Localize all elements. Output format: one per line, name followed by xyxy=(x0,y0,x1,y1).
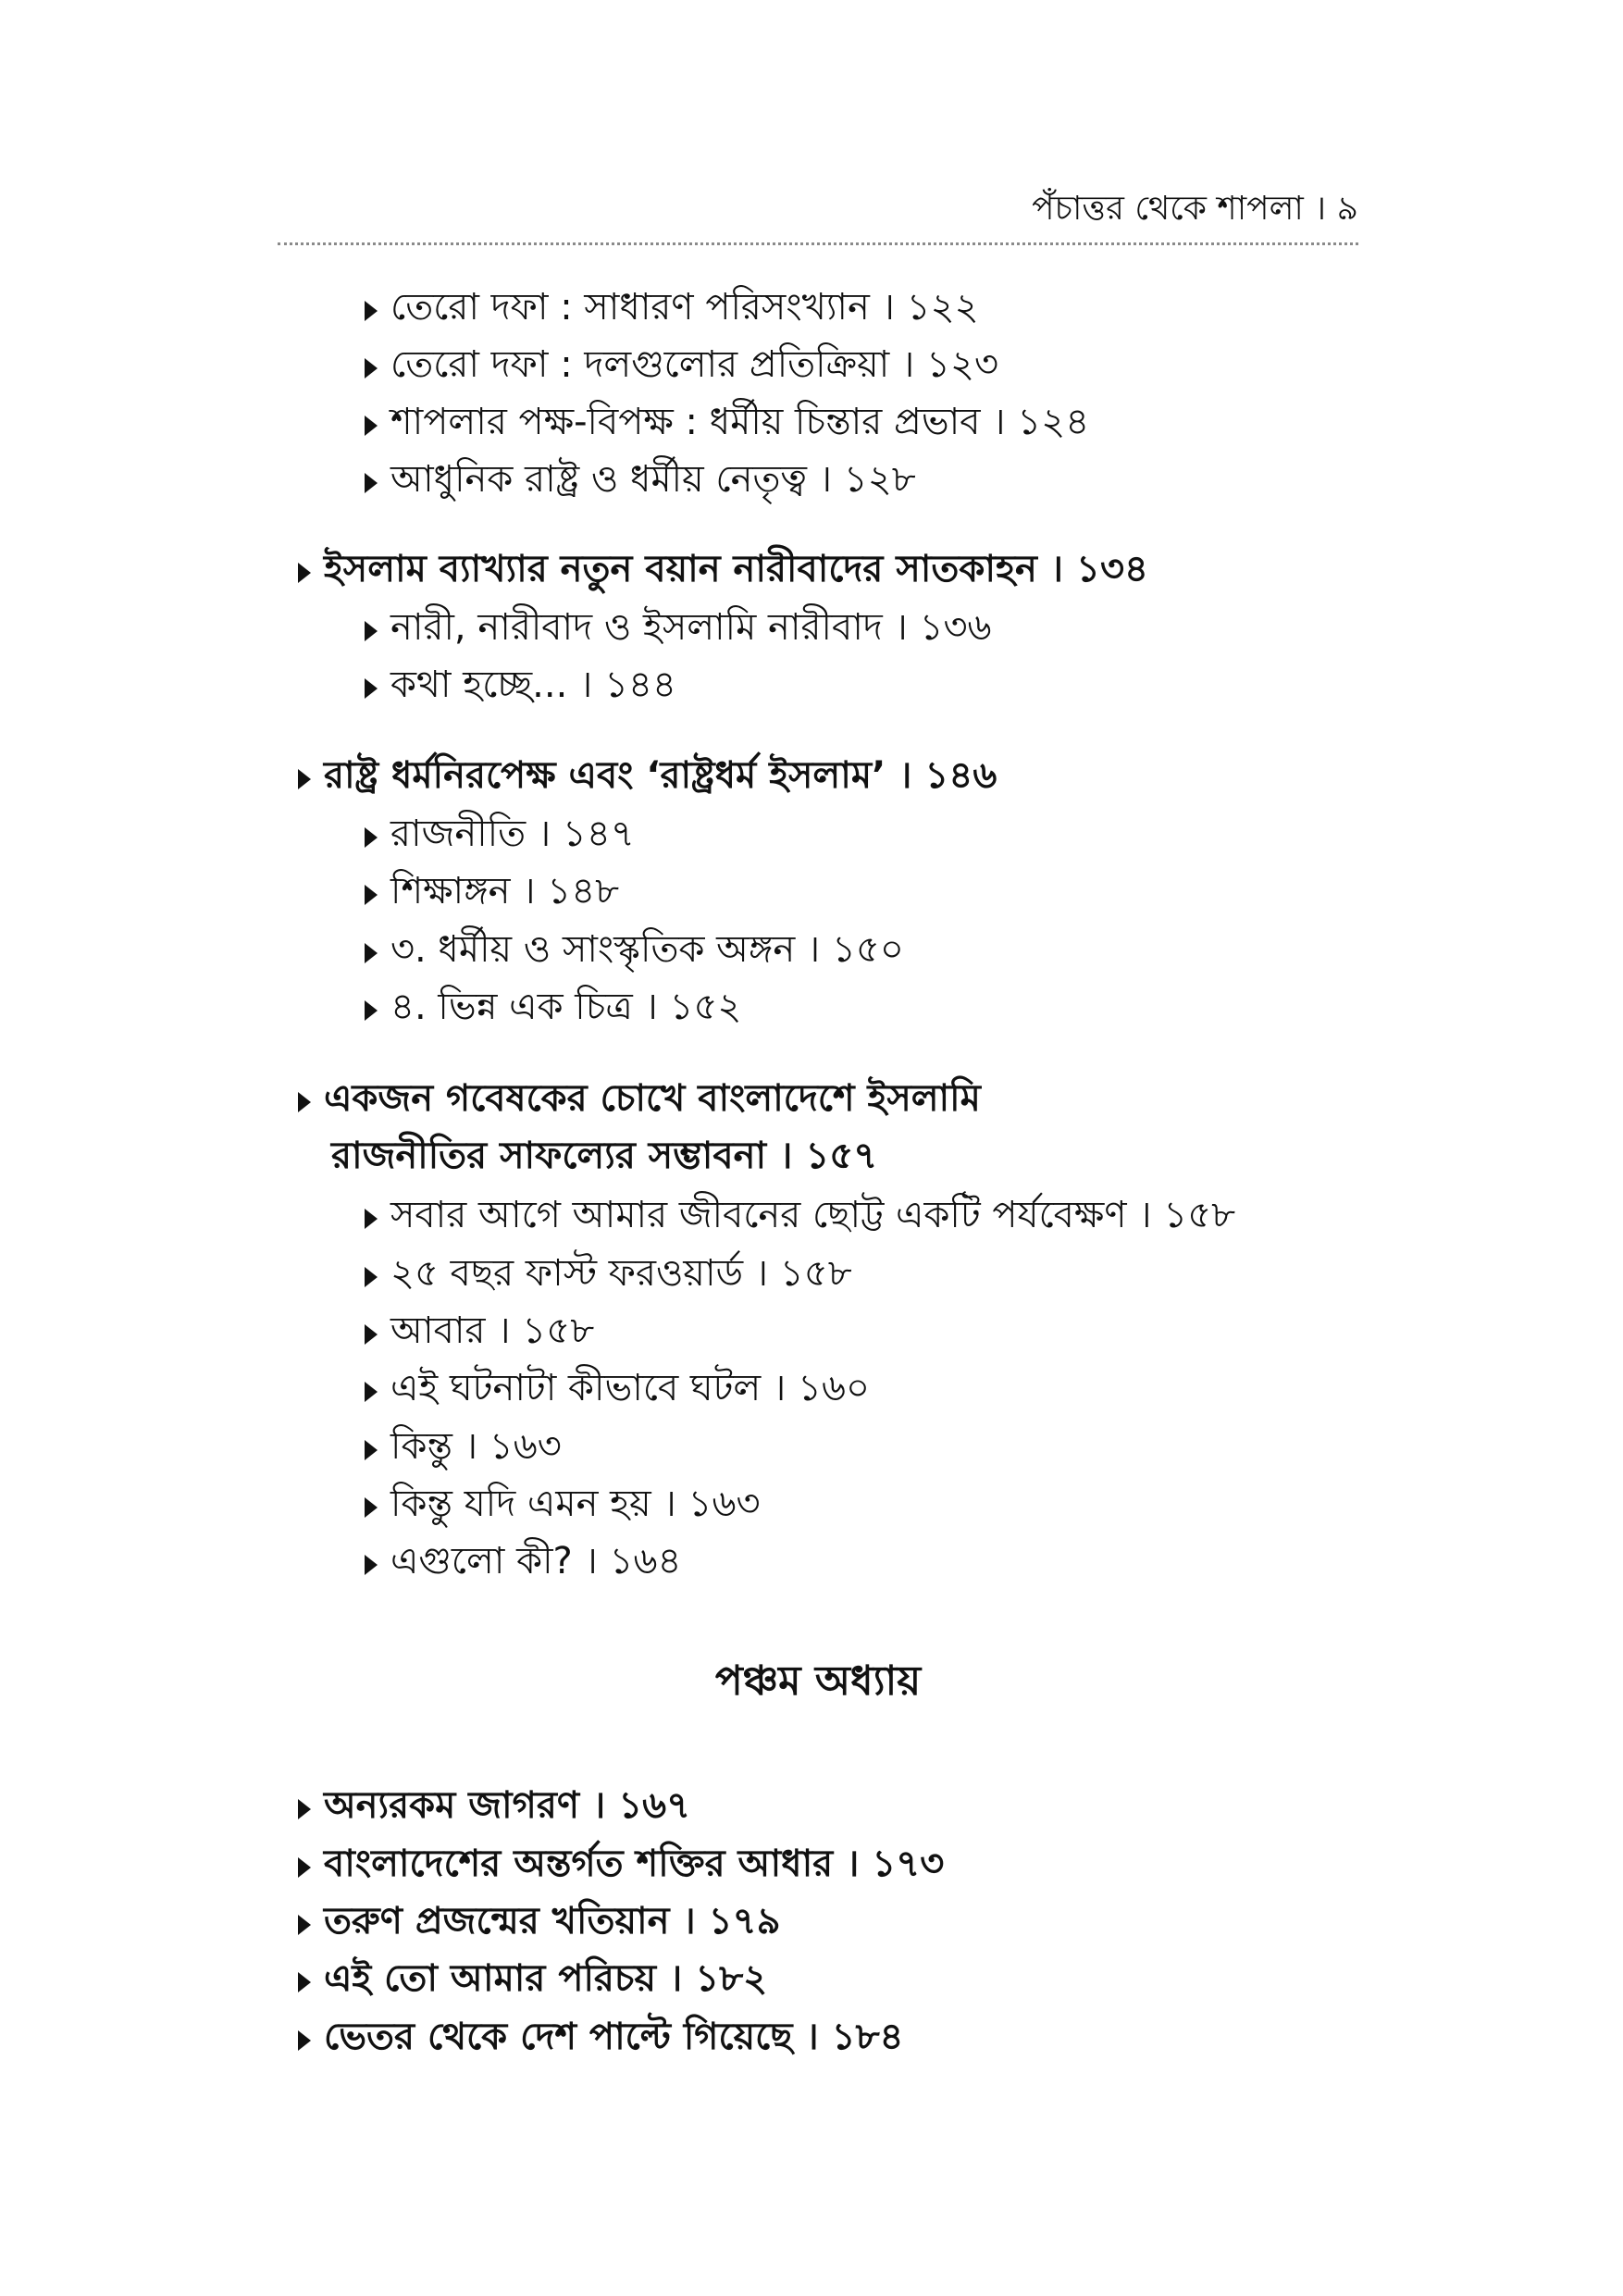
toc-section-page: ১৭৯ xyxy=(708,1900,781,1942)
triangle-bullet-icon xyxy=(365,678,378,699)
toc-section-title: রাষ্ট্র ধর্মনিরপেক্ষ এবং ‘রাষ্ট্রধর্ম ইসলাম’ xyxy=(324,754,899,797)
toc-entry-page: ১২৮ xyxy=(843,458,916,501)
triangle-bullet-icon xyxy=(365,827,378,848)
toc-entry[interactable]: কথা হচ্ছে... । ১৪৪ xyxy=(365,657,676,713)
toc-entry-title: আধুনিক রাষ্ট্র ও ধর্মীয় নেতৃত্ব xyxy=(390,458,819,501)
toc-entry-page: ১৬০ xyxy=(797,1367,870,1409)
triangle-bullet-icon xyxy=(365,1555,378,1575)
toc-entry-page: ১২৪ xyxy=(1017,401,1090,443)
toc-entry-page: ১৬৩ xyxy=(688,1483,761,1525)
toc-entry-page: ১৫২ xyxy=(669,986,742,1028)
toc-entry[interactable]: কিন্তু । ১৬৩ xyxy=(365,1419,562,1474)
toc-entry[interactable]: এগুলো কী? । ১৬৪ xyxy=(365,1533,681,1589)
toc-entry[interactable]: নারী, নারীবাদ ও ইসলামি নারীবাদ । ১৩৬ xyxy=(365,600,992,655)
toc-entry[interactable]: আধুনিক রাষ্ট্র ও ধর্মীয় নেতৃত্ব । ১২৮ xyxy=(365,452,916,507)
toc-section-page: ১৩৪ xyxy=(1076,548,1148,590)
running-header xyxy=(278,181,1358,237)
toc-entry[interactable]: শাপলার পক্ষ-বিপক্ষ : ধর্মীয় চিন্তার প্রভাব । ১২৪ xyxy=(365,394,1089,450)
triangle-bullet-icon xyxy=(298,1857,311,1878)
toc-section-page: ১৪৬ xyxy=(924,754,997,797)
toc-entry-title: কিন্তু যদি এমন হয় xyxy=(390,1483,663,1525)
toc-entry[interactable]: এই ঘটনাটা কীভাবে ঘটল । ১৬০ xyxy=(365,1360,870,1416)
toc-section-title: এই তো আমার পরিচয় xyxy=(324,1957,669,2000)
triangle-bullet-icon xyxy=(298,2030,311,2051)
toc-entry-title: এই ঘটনাটা কীভাবে ঘটল xyxy=(390,1367,773,1409)
toc-section-page: ১৭৩ xyxy=(872,1843,945,1885)
toc-entry-title: কথা হচ্ছে... xyxy=(390,664,580,706)
triangle-bullet-icon xyxy=(365,1209,378,1229)
triangle-bullet-icon xyxy=(298,1799,311,1819)
toc-entry-title: শিক্ষাঙ্গন xyxy=(390,870,523,912)
triangle-bullet-icon xyxy=(365,1497,378,1518)
toc-section-page: ১৫৭ xyxy=(805,1135,878,1177)
toc-entry[interactable]: সবার আগে আমার জীবনের ছোট্ট একটি পর্যবেক্ষণ । ১৫৮ xyxy=(365,1187,1235,1243)
toc-entry-page: ১৪৪ xyxy=(604,664,676,706)
toc-entry[interactable]: ৩. ধর্মীয় ও সাংস্কৃতিক অঙ্গন । ১৫০ xyxy=(365,922,904,977)
toc-section[interactable]: বাংলাদেশের অন্তর্গত শক্তির আধার । ১৭৩ xyxy=(298,1836,944,1892)
toc-entry-title: সবার আগে আমার জীবনের ছোট্ট একটি পর্যবেক্ষণ xyxy=(390,1194,1139,1236)
toc-entry[interactable]: তেরো দফা : সাধারণ পরিসংখ্যান । ১২২ xyxy=(365,279,979,335)
triangle-bullet-icon xyxy=(365,473,378,493)
toc-entry[interactable]: তেরো দফা : দলগুলোর প্রতিক্রিয়া । ১২৩ xyxy=(365,337,998,392)
toc-entry-title: নারী, নারীবাদ ও ইসলামি নারীবাদ xyxy=(390,606,895,649)
toc-section-page: ১৮২ xyxy=(695,1957,768,2000)
header-divider xyxy=(278,242,1358,245)
triangle-bullet-icon xyxy=(365,301,378,321)
triangle-bullet-icon xyxy=(365,621,378,641)
triangle-bullet-icon xyxy=(365,1267,378,1287)
toc-section-title: বাংলাদেশের অন্তর্গত শক্তির আধার xyxy=(324,1843,847,1885)
toc-entry-title: তেরো দফা : দলগুলোর প্রতিক্রিয়া xyxy=(390,343,901,386)
toc-entry-page: ১২২ xyxy=(906,286,979,329)
toc-section-title: একজন গবেষকের চোখে বাংলাদেশে ইসলামি xyxy=(324,1077,981,1120)
toc-section-continuation[interactable]: রাজনীতির সাফল্যের সম্ভাবনা । ১৫৭ xyxy=(331,1135,878,1177)
triangle-bullet-icon xyxy=(365,885,378,905)
triangle-bullet-icon xyxy=(365,1000,378,1021)
triangle-bullet-icon xyxy=(365,1440,378,1460)
toc-entry[interactable]: ২৫ বছর ফাস্ট ফরওয়ার্ড । ১৫৮ xyxy=(365,1246,852,1301)
toc-entry-title: আবার xyxy=(390,1309,498,1352)
toc-entry-title: শাপলার পক্ষ-বিপক্ষ : ধর্মীয় চিন্তার প্রভাব xyxy=(390,401,993,443)
toc-section[interactable]: এই তো আমার পরিচয় । ১৮২ xyxy=(298,1951,767,2006)
chapter-heading: পঞ্চম অধ্যায় xyxy=(714,1657,922,1705)
header-separator: । xyxy=(1314,190,1327,228)
triangle-bullet-icon xyxy=(365,1324,378,1345)
toc-section[interactable]: তরুণ প্রজন্মের খতিয়ান । ১৭৯ xyxy=(298,1893,781,1949)
triangle-bullet-icon xyxy=(298,1915,311,1935)
toc-section-title: ভেতর থেকে দেশ পাল্টে গিয়েছে xyxy=(324,2016,806,2058)
toc-entry-page: ১২৩ xyxy=(925,343,998,386)
toc-entry[interactable]: রাজনীতি । ১৪৭ xyxy=(365,806,635,862)
toc-entry-page: ১৬৩ xyxy=(489,1425,562,1468)
toc-entry[interactable]: শিক্ষাঙ্গন । ১৪৮ xyxy=(365,863,619,919)
toc-section-title: তরুণ প্রজন্মের খতিয়ান xyxy=(324,1900,683,1942)
triangle-bullet-icon xyxy=(298,563,311,583)
toc-entry-page: ১৬৪ xyxy=(609,1540,682,1582)
page-number: ৯ xyxy=(1336,190,1358,228)
toc-entry-page: ১৫৮ xyxy=(779,1252,852,1295)
toc-entry-title: এগুলো কী? xyxy=(390,1540,585,1582)
toc-section[interactable]: ভেতর থেকে দেশ পাল্টে গিয়েছে । ১৮৪ xyxy=(298,2009,904,2065)
triangle-bullet-icon xyxy=(365,1382,378,1402)
toc-section-page: ১৮৪ xyxy=(831,2016,904,2058)
toc-entry-page: ১৫৮ xyxy=(522,1309,595,1352)
toc-entry[interactable]: কিন্তু যদি এমন হয় । ১৬৩ xyxy=(365,1476,760,1532)
toc-entry-page: ১৪৭ xyxy=(562,813,635,855)
toc-entry-page: ১৫৮ xyxy=(1163,1194,1236,1236)
toc-entry-title: ৪. ভিন্ন এক চিত্র xyxy=(390,986,645,1028)
toc-section[interactable]: ইসলাম ব্যাখ্যার নতুন বয়ান নারীবাদের সাতকাহন । ১৩৪ xyxy=(298,541,1148,597)
toc-entry[interactable]: ৪. ভিন্ন এক চিত্র । ১৫২ xyxy=(365,979,741,1035)
toc-section-page: ১৬৭ xyxy=(618,1784,691,1827)
triangle-bullet-icon xyxy=(298,1092,311,1112)
toc-entry-title: ৩. ধর্মীয় ও সাংস্কৃতিক অঙ্গন xyxy=(390,928,807,971)
triangle-bullet-icon xyxy=(365,943,378,963)
toc-entry-page: ১৪৮ xyxy=(547,870,620,912)
book-title: পঁচাত্তর থেকে শাপলা xyxy=(1032,190,1304,228)
toc-entry-title: রাজনীতি xyxy=(390,813,538,855)
triangle-bullet-icon xyxy=(298,769,311,789)
toc-entry-title: ২৫ বছর ফাস্ট ফরওয়ার্ড xyxy=(390,1252,755,1295)
triangle-bullet-icon xyxy=(365,416,378,436)
triangle-bullet-icon xyxy=(365,358,378,379)
triangle-bullet-icon xyxy=(298,1972,311,1992)
toc-section-title: রাজনীতির সাফল্যের সম্ভাবনা xyxy=(331,1135,780,1177)
toc-entry-page: ১৫০ xyxy=(831,928,904,971)
toc-entry[interactable]: আবার । ১৫৮ xyxy=(365,1303,594,1359)
toc-section-title: অন্যরকম জাগরণ xyxy=(324,1784,592,1827)
toc-entry-title: তেরো দফা : সাধারণ পরিসংখ্যান xyxy=(390,286,882,329)
toc-entry-page: ১৩৬ xyxy=(919,606,992,649)
toc-entry-title: কিন্তু xyxy=(390,1425,465,1468)
toc-section[interactable]: রাষ্ট্র ধর্মনিরপেক্ষ এবং ‘রাষ্ট্রধর্ম ইসলাম’ । ১৪৬ xyxy=(298,748,997,803)
toc-section[interactable]: অন্যরকম জাগরণ । ১৬৭ xyxy=(298,1778,690,1833)
toc-section-title: ইসলাম ব্যাখ্যার নতুন বয়ান নারীবাদের সাতকাহন xyxy=(324,548,1050,590)
toc-section[interactable] xyxy=(298,1071,981,1126)
